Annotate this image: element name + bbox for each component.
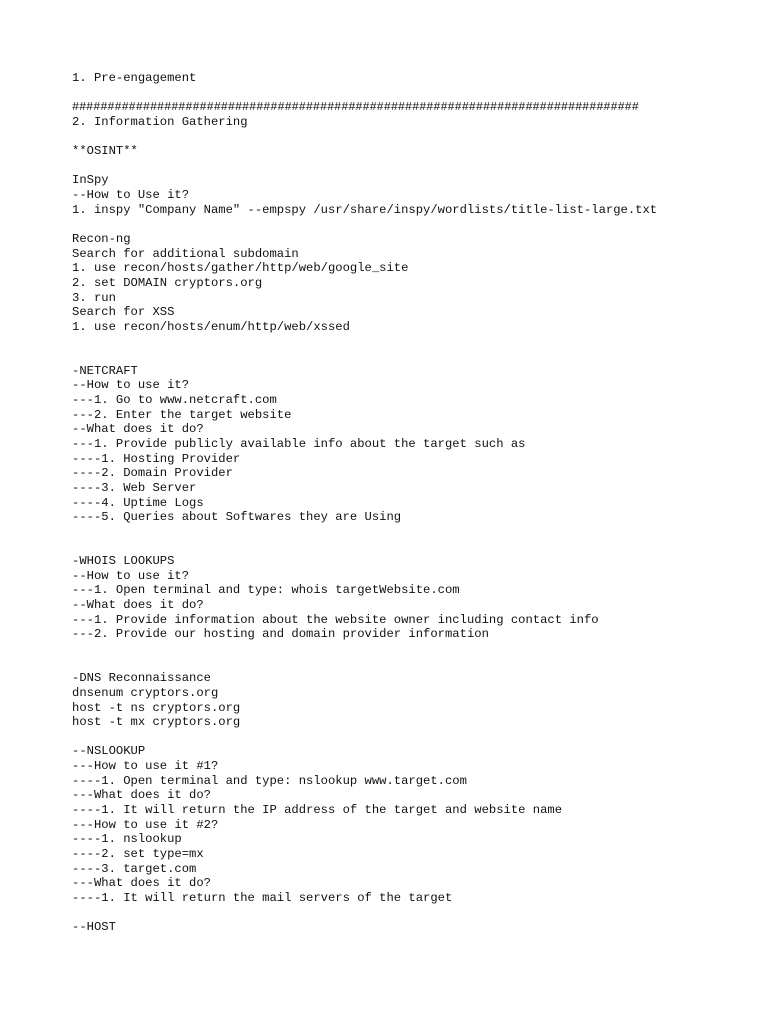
text-line: ---2. Provide our hosting and domain provider information	[72, 627, 489, 642]
text-line: -WHOIS LOOKUPS	[72, 554, 175, 569]
text-line: ----2. set type=mx	[72, 846, 204, 861]
text-line: ----3. Web Server	[72, 480, 197, 495]
text-line: ---1. Provide information about the website owner including contact info	[72, 612, 599, 627]
text-line: ----1. It will return the mail servers of the target	[72, 890, 453, 905]
text-line: --HOST	[72, 920, 116, 935]
text-line: ---1. Go to www.netcraft.com	[72, 393, 277, 408]
text-line: --What does it do?	[72, 422, 204, 437]
text-line: Search for XSS	[72, 305, 175, 320]
blank-line	[72, 159, 752, 174]
text-line: --NSLOOKUP	[72, 744, 146, 759]
blank-line	[72, 525, 752, 540]
blank-line	[72, 217, 752, 232]
text-line: --How to use it?	[72, 568, 190, 583]
text-line: 1. use recon/hosts/gather/http/web/google_site	[72, 261, 409, 276]
text-line: ----1. Hosting Provider	[72, 451, 241, 466]
text-line: 1. use recon/hosts/enum/http/web/xssed	[72, 319, 350, 334]
text-line: --How to Use it?	[72, 188, 190, 203]
text-line: 1. inspy "Company Name" --empspy /usr/share/inspy/wordlists/title-list-large.txt	[72, 202, 658, 217]
text-line: --What does it do?	[72, 598, 204, 613]
text-line: dnsenum cryptors.org	[72, 685, 219, 700]
text-line: ---How to use it #2?	[72, 817, 219, 832]
text-line: host -t mx cryptors.org	[72, 715, 241, 730]
text-line: ---1. Provide publicly available info about the target such as	[72, 437, 526, 452]
blank-line	[72, 906, 752, 921]
text-line: ---What does it do?	[72, 788, 211, 803]
text-line: ----5. Queries about Softwares they are Using	[72, 510, 402, 525]
text-line: 2. set DOMAIN cryptors.org	[72, 275, 263, 290]
text-line: **OSINT**	[72, 144, 138, 159]
text-line: 1. Pre-engagement	[72, 71, 197, 85]
text-line: ----1. It will return the IP address of the target and website name	[72, 803, 563, 818]
blank-line	[72, 540, 752, 555]
blank-line	[72, 130, 752, 145]
blank-line	[72, 657, 752, 672]
blank-line	[72, 335, 752, 350]
document-page	[72, 71, 752, 935]
blank-line	[72, 86, 752, 101]
blank-line	[72, 349, 752, 364]
text-line: 2. Information Gathering	[72, 114, 248, 129]
text-line: Search for additional subdomain	[72, 246, 299, 261]
text-line: -NETCRAFT	[72, 363, 138, 378]
blank-line	[72, 642, 752, 657]
text-line: host -t ns cryptors.org	[72, 700, 241, 715]
text-line: ---1. Open terminal and type: whois targetWebsite.com	[72, 583, 460, 598]
text-line: ----1. nslookup	[72, 832, 182, 847]
text-line: ----4. Uptime Logs	[72, 495, 204, 510]
text-line: 3. run	[72, 290, 116, 305]
text-line: ----1. Open terminal and type: nslookup www.target.com	[72, 773, 467, 788]
text-line: ----2. Domain Provider	[72, 466, 233, 481]
text-line: ################################################################################	[72, 100, 639, 115]
text-line: --How to use it?	[72, 378, 190, 393]
blank-line	[72, 730, 752, 745]
text-line: ---2. Enter the target website	[72, 407, 292, 422]
text-line: ---What does it do?	[72, 876, 211, 891]
text-line: Recon-ng	[72, 232, 131, 247]
text-line: ---How to use it #1?	[72, 759, 219, 774]
text-line: -DNS Reconnaissance	[72, 671, 211, 686]
text-line: ----3. target.com	[72, 861, 197, 876]
text-line: InSpy	[72, 173, 109, 188]
